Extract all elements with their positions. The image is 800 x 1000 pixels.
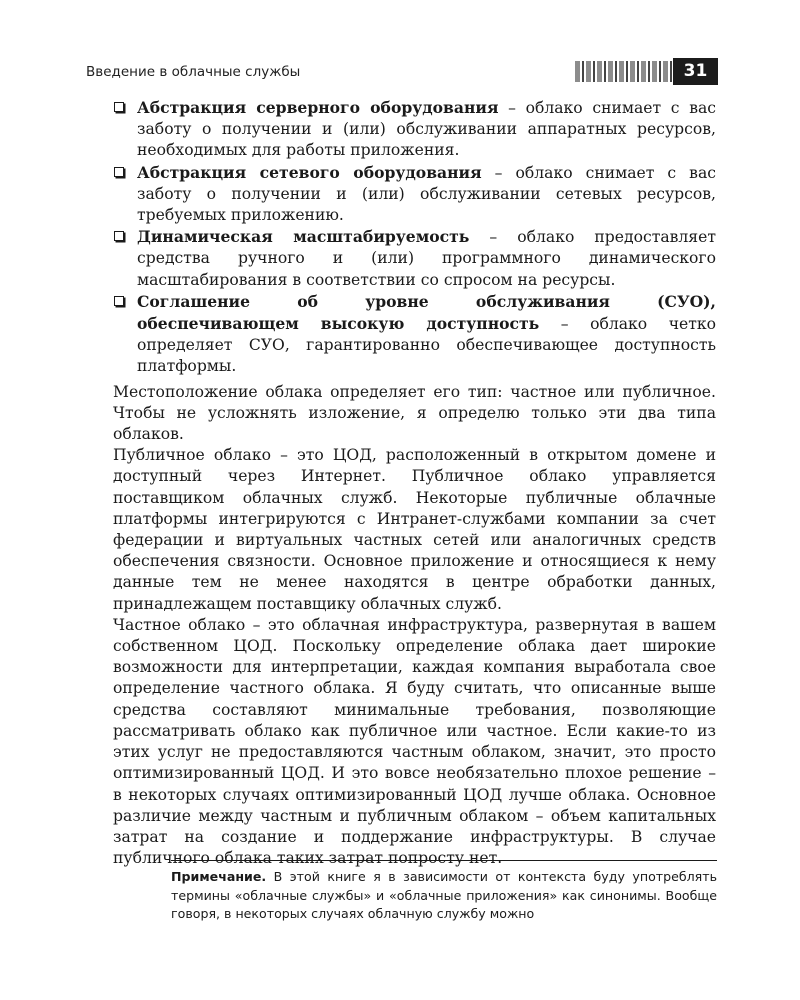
list-item-text: – облако четко определяет СУО, гарантированно обеспечивающее доступность платформы. xyxy=(137,315,716,376)
checkbox-bullet-icon xyxy=(114,167,124,177)
paragraph-private-cloud: Частное облако – это облачная инфраструктура, развернутая в вашем собственном ЦОД. Поскольку определение облака дает широкие возможности для интерпретации, каждая компания выработала свое определение частного облака. Я буду считать, что описанные выше средства составляют минимальные требования, позволяющие рассматривать облако как публичное или частное. Если какие-то из этих услуг не предоставляются частным облаком, значит, это просто оптимизированный ЦОД. И это вовсе необязательно плохое решение – в некоторых случаях оптимизированный ЦОД лучше облака. Основное различие между частным и публичным облаком – объем капитальных затрат на создание и поддержание инфраструктуры. В случае публичного облака таких затрат попросту нет. xyxy=(113,615,716,868)
list-item-text: – облако предоставляет средства ручного и (или) программного динамического масштабирования в соответствии со спросом на ресурсы. xyxy=(137,228,716,289)
list-item-text: – облако снимает с вас заботу о получении и (или) обслуживании сетевых ресурсов, требуемых приложению. xyxy=(137,163,716,225)
running-header-title: Введение в облачные службы xyxy=(86,64,301,80)
page-number: 31 xyxy=(673,58,718,85)
list-item xyxy=(113,97,716,162)
note-text: В этой книге я в зависимости от контекста буду употреблять термины «облачные службы» и «облачные приложения» как синонимы. Вообще говоря, в некоторых случаях облачную службу можно xyxy=(171,869,717,922)
list-item-term: Абстракция серверного оборудования xyxy=(137,98,499,117)
list-item-text: – облако снимает с вас заботу о получении и (или) обслуживании аппаратных ресурсов, необходимых для работы приложения. xyxy=(137,99,717,160)
checkbox-bullet-icon xyxy=(114,231,124,241)
note-label: Примечание. xyxy=(171,869,267,884)
list-item xyxy=(113,291,716,378)
list-item-term: Абстракция сетевого оборудования xyxy=(137,162,482,182)
checkbox-bullet-icon xyxy=(114,102,124,112)
page-body xyxy=(113,97,716,869)
feature-list xyxy=(113,97,716,378)
checkbox-bullet-icon xyxy=(114,296,124,306)
paragraph-public-cloud: Публичное облако – это ЦОД, расположенный в открытом домене и доступный через Интернет. Публичное облако управляется поставщиком облачных служб. Некоторые публичные облачные платформы интегрируются с Интранет-службами компании за счет федерации и виртуальных частных сетей или аналогичных средств обеспечения связности. Основное приложение и относящиеся к нему данные тем не менее находятся в центре обработки данных, принадлежащем поставщику облачных служб. xyxy=(113,446,716,613)
list-item-term: Динамическая масштабируемость xyxy=(137,227,470,247)
list-item xyxy=(113,162,716,227)
paragraph-cloud-location: Местоположение облака определяет его тип: частное или публичное. Чтобы не усложнять изложение, я определю только эти два типа облаков. xyxy=(113,382,716,444)
list-item xyxy=(113,226,716,291)
list-item-term: Соглашение об уровне обслуживания (СУО), обеспечивающем высокую доступность xyxy=(137,291,716,334)
note-box xyxy=(171,860,717,924)
header-decoration-bars xyxy=(575,61,673,82)
